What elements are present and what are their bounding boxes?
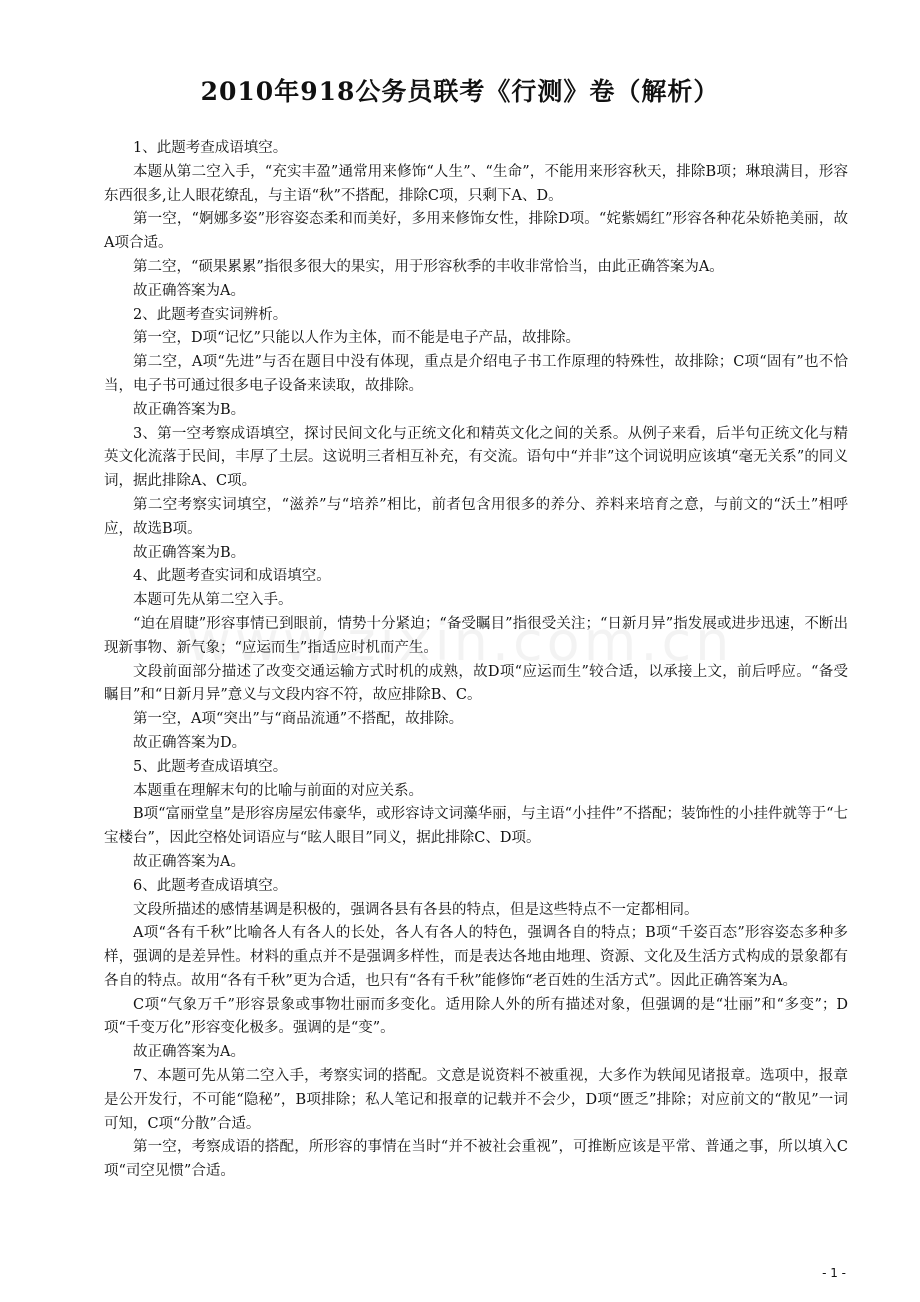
paragraph: 第一空，D项“记忆”只能以人作为主体，而不能是电子产品，故排除。 — [133, 330, 580, 347]
paragraph: 4、此题考查实词和成语填空。 — [133, 568, 331, 585]
paragraph: C项“气象万千”形容景象或事物壮丽而多变化。适用除人外的所有描述对象，但强调的是“壮丽”和“多变”；D项“千变万化”形容变化极多。强调的是“变”。 — [104, 996, 848, 1037]
paragraph: 本题重在理解末句的比喻与前面的对应关系。 — [133, 782, 423, 799]
paragraph: 6、此题考查成语填空。 — [133, 877, 288, 894]
paragraph: 故正确答案为A。 — [133, 853, 245, 870]
paragraph: 第二空考察实词填空，“滋养”与“培养”相比，前者包含用很多的养分、养料来培育之意，与前文的“沃土”相呼应，故选B项。 — [104, 496, 848, 537]
paragraph: 2、此题考查实词辨析。 — [133, 306, 288, 323]
paragraph: 3、第一空考察成语填空，探讨民间文化与正统文化和精英文化之间的关系。从例子来看，后半句正统文化与精英文化流落于民间，丰厚了土层。这说明三者相互补充，有交流。语句中“并非”这个词说明应该填“毫无关系”的同义词，据此排除A、C项。 — [104, 425, 848, 490]
paragraph: 第一空，“婀娜多姿”形容姿态柔和而美好，多用来修饰女性，排除D项。“姹紫嫣红”形容各种花朵娇艳美丽，故A项合适。 — [104, 211, 848, 252]
paragraph: 本题从第二空入手，“充实丰盈”通常用来修饰“人生”、“生命”，不能用来形容秋天，排除B项；琳琅满目，形容东西很多,让人眼花缭乱，与主语“秋”不搭配，排除C项，只剩下A、D。 — [104, 163, 848, 204]
page-number: - 1 - — [822, 1266, 846, 1280]
paragraph: 第二空，“硕果累累”指很多很大的果实，用于形容秋季的丰收非常恰当，由此正确答案为A。 — [133, 258, 724, 275]
paragraph: 第二空，A项“先进”与否在题目中没有体现，重点是介绍电子书工作原理的特殊性，故排除；C项“固有”也不恰当，电子书可通过很多电子设备来读取，故排除。 — [104, 354, 848, 394]
paragraph: 故正确答案为A。 — [133, 1044, 245, 1061]
paragraph: 故正确答案为B。 — [133, 401, 246, 418]
paragraph: 故正确答案为D。 — [133, 734, 247, 751]
paragraph: 故正确答案为A。 — [133, 282, 245, 299]
paragraph: 7、本题可先从第二空入手，考察实词的搭配。文意是说资料不被重视，大多作为轶闻见诸报章。选项中，报章是公开发行，不可能“隐秘”，B项排除；私人笔记和报章的记载并不会少，D项“匮乏”排除；对应前文的“散见”一词可知，C项“分散”合适。 — [104, 1068, 848, 1132]
paragraph: “迫在眉睫”形容事情已到眼前，情势十分紧迫；“备受瞩目”指很受关注；“日新月异”指发展或进步迅速，不断出现新事物、新气象；“应运而生”指适应时机而产生。 — [104, 615, 848, 656]
page-title: 2010年918公务员联考《行测》卷（解析） — [200, 77, 720, 106]
paragraph: 第一空，考察成语的搭配，所形容的事情在当时“并不被社会重视”，可推断应该是平常、普通之事，所以填入C项“司空见惯”合适。 — [104, 1139, 848, 1180]
paragraph: A项“各有千秋”比喻各人有各人的长处，各人有各人的特色，强调各自的特点；B项“千姿百态”形容姿态多种多样，强调的是差异性。材料的重点并不是强调多样性，而是表达各地由地理、资源、文化及生活方式构成的景象都有各自的特点。故用“各有千秋”更为合适，也只有“各有千秋”能修饰“老百姓的生活方式”。因此正确答案为A。 — [104, 925, 848, 989]
paragraph: 5、此题考查成语填空。 — [133, 758, 288, 775]
paragraph: 文段所描述的感情基调是积极的，强调各县有各县的特点，但是这些特点不一定都相同。 — [133, 901, 699, 918]
paragraph: B项“富丽堂皇”是形容房屋宏伟豪华，或形容诗文词藻华丽，与主语“小挂件”不搭配；装饰性的小挂件就等于“七宝楼台”，因此空格处词语应与“眩人眼目”同义，据此排除C、D项。 — [104, 806, 848, 847]
document-body — [104, 137, 848, 1184]
paragraph: 1、此题考查成语填空。 — [133, 140, 288, 156]
paragraph: 第一空，A项“突出”与“商品流通”不搭配，故排除。 — [133, 711, 464, 728]
paragraph: 文段前面部分描述了改变交通运输方式时机的成熟，故D项“应运而生”较合适，以承接上文，前后呼应。“备受瞩目”和“日新月异”意义与文段内容不符，故应排除B、C。 — [104, 663, 848, 704]
paragraph: 本题可先从第二空入手。 — [133, 592, 293, 609]
paragraph: 故正确答案为B。 — [133, 544, 246, 561]
